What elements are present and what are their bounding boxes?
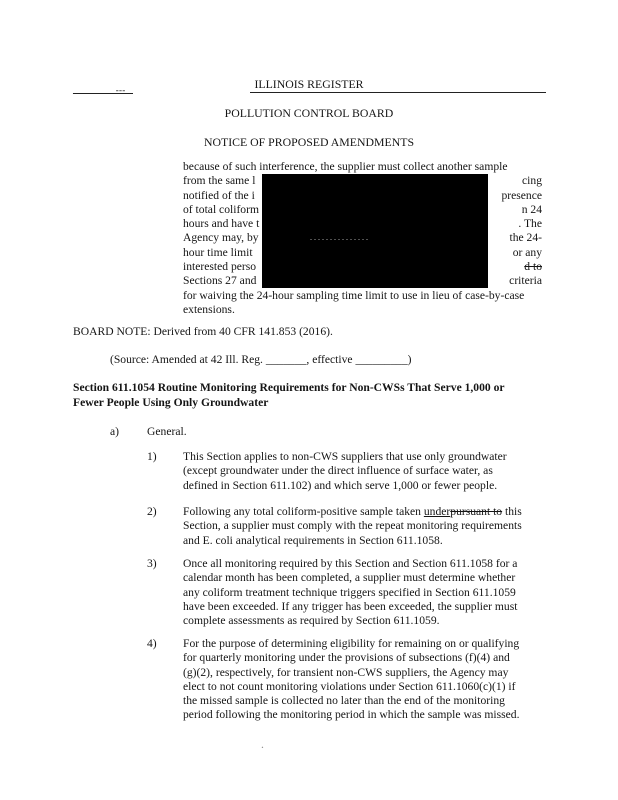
item-number: 1): [147, 450, 157, 463]
item-line: elect to not count monitoring violations under Section 611.1060(c)(1) if: [183, 679, 516, 693]
source-note: (Source: Amended at 42 Ill. Reg. _______, effective _________): [110, 353, 412, 366]
fragment-line: d to: [524, 260, 542, 274]
register-title: ILLINOIS REGISTER: [254, 77, 364, 91]
paragraph-line: Sections 27 and: [183, 274, 257, 288]
inserted-text: under: [423, 505, 451, 518]
subsection-title: General.: [147, 425, 187, 438]
item-line: any coliform treatment technique triggers specified in Section 611.1059: [183, 585, 516, 599]
paragraph-line: interested perso: [183, 260, 257, 274]
item-number: 3): [147, 557, 157, 570]
item-line: Once all monitoring required by this Section and Section 611.1058 for a: [183, 557, 518, 570]
fragment-line: . The: [518, 217, 542, 231]
item-line: For the purpose of determining eligibility for remaining on or qualifying: [183, 637, 520, 650]
item-text: [183, 637, 520, 723]
item-line: (except groundwater under the direct influence of surface water, as: [183, 464, 493, 478]
section-heading-cont: Fewer People Using Only Groundwater: [73, 396, 269, 409]
right-fragments: [488, 174, 542, 288]
item-line: (g)(2), respectively, for transient non-CWS suppliers, the Agency may: [183, 665, 509, 679]
paragraph-line: because of such interference, the supplier must collect another sample: [183, 160, 508, 173]
paragraph-line: hour time limit: [183, 245, 253, 259]
item-line: the missed sample is collected no later than the end of the monitoring: [183, 694, 505, 708]
agency-name: POLLUTION CONTROL BOARD: [224, 106, 394, 120]
fragment-line: criteria: [509, 274, 542, 288]
amended-text: Following any total coliform-positive sample taken: [183, 505, 424, 518]
paragraph-line: notified of the i: [183, 188, 255, 202]
item-number: 4): [147, 637, 157, 650]
header-rule-left: [73, 93, 133, 94]
subsection-label: a): [110, 425, 120, 438]
item-line: Section, a supplier must comply with the repeat monitoring requirements: [183, 519, 522, 533]
fragment-line: cing: [522, 174, 542, 188]
paragraph-line: from the same l: [183, 174, 256, 188]
item-line: period following the monitoring period in which the sample was missed.: [183, 708, 520, 722]
item-line: and E. coli analytical requirements in Section 611.1058.: [183, 533, 443, 547]
item-line: have been exceeded. If any trigger has been exceeded, the supplier must: [183, 599, 518, 613]
item-line: This Section applies to non-CWS suppliers that use only groundwater: [183, 450, 507, 463]
paragraph-line: Agency may, by: [183, 231, 259, 245]
fragment-line: or any: [512, 245, 542, 259]
item-line-amended: [183, 505, 522, 519]
footer-mark: .: [261, 738, 264, 751]
header-rule: [250, 92, 546, 93]
section-heading: Section 611.1054 Routine Monitoring Requirements for Non-CWSs That Serve 1,000 or: [73, 381, 505, 394]
fragment-line: n 24: [521, 202, 542, 216]
paragraph-line: hours and have t: [183, 217, 260, 231]
header-left-mark: _ _ _ _ _ _ _ _ _ - - -: [73, 85, 125, 95]
redaction-block: [262, 174, 488, 288]
item-text: [183, 557, 517, 628]
item-line: calendar month has been completed, a supplier must determine whether: [183, 571, 516, 585]
redaction-faint-text: . . . . . . . . . . . . . . .: [310, 233, 368, 242]
item-line: for quarterly monitoring under the provisions of subsections (f)(4) and: [183, 651, 510, 665]
item-number: 2): [147, 505, 157, 518]
paragraph-line: of total coliform: [183, 202, 259, 216]
fragment-line: presence: [501, 188, 542, 202]
item-text: [183, 505, 522, 548]
fragment-line: the 24-: [509, 231, 542, 245]
paragraph-line: for waiving the 24-hour sampling time limit to use in lieu of case-by-case: [183, 288, 525, 302]
item-line: complete assessments as required by Section 611.1059.: [183, 614, 440, 628]
item-line: defined in Section 611.102) and which serve 1,000 or fewer people.: [183, 478, 498, 492]
redaction-block-top-left: [248, 160, 328, 174]
board-note: BOARD NOTE: Derived from 40 CFR 141.853 (2016).: [73, 325, 333, 338]
item-text: [183, 450, 507, 493]
paragraph-line: extensions.: [183, 302, 235, 316]
notice-title: NOTICE OF PROPOSED AMENDMENTS: [203, 135, 415, 149]
deleted-text: pursuant to: [450, 505, 503, 518]
amended-text-end: this: [502, 505, 522, 518]
